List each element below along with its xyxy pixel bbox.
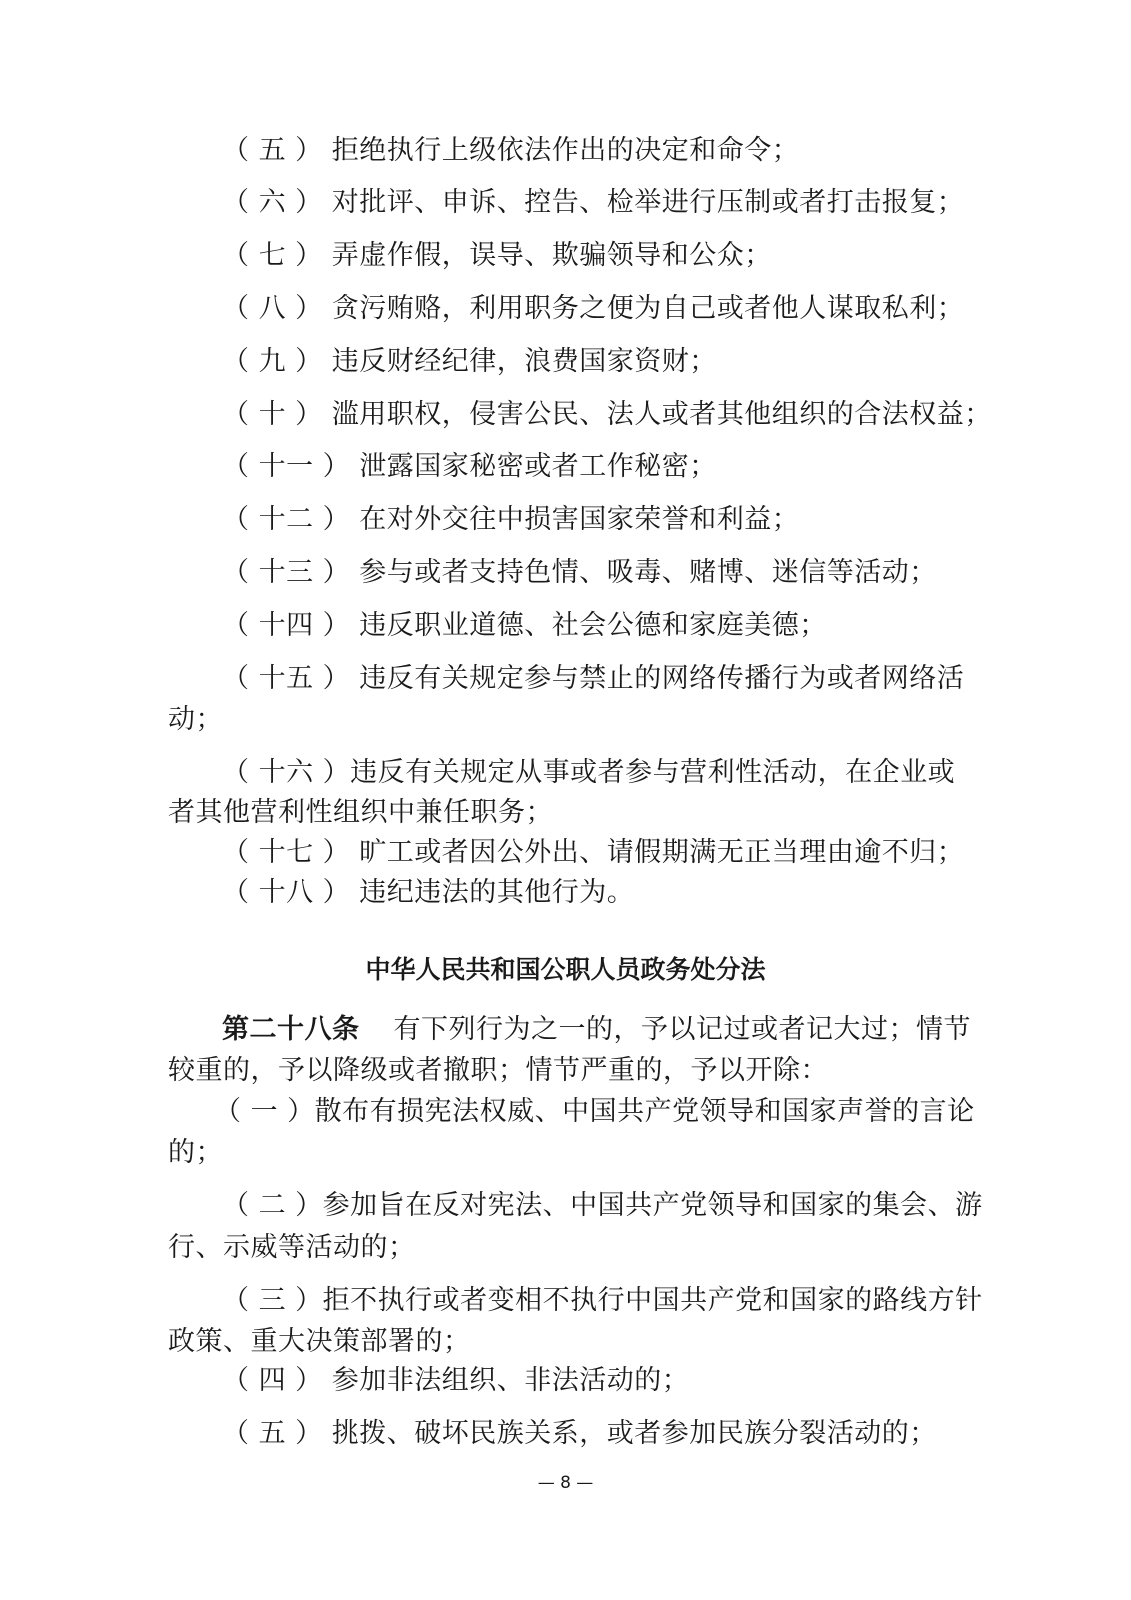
list-item-continuation: 者其他营利性组织中兼任职务； <box>168 797 553 828</box>
list-item-continuation: 动； <box>168 704 223 735</box>
list-item: （ 十二 ） 在对外交往中损害国家荣誉和利益； <box>222 504 800 535</box>
list-item: （ 七 ） 弄虚作假，误导、欺骗领导和公众； <box>222 240 772 271</box>
article-second-line: 较重的，予以降级或者撤职；情节严重的，予以开除： <box>168 1055 828 1086</box>
list-item: （ 三 ）拒不执行或者变相不执行中国共产党和国家的路线方针 <box>222 1285 983 1316</box>
list-item: （ 十 ） 滥用职权，侵害公民、法人或者其他组织的合法权益； <box>222 399 992 430</box>
list-item: （ 五 ） 拒绝执行上级依法作出的决定和命令； <box>222 135 800 166</box>
list-item: （ 十八 ） 违纪违法的其他行为。 <box>222 877 635 908</box>
list-item: （ 四 ） 参加非法组织、非法活动的； <box>222 1365 690 1396</box>
list-item: （ 五 ） 挑拨、破坏民族关系，或者参加民族分裂活动的； <box>222 1418 937 1449</box>
list-item: （ 六 ） 对批评、申诉、控告、检举进行压制或者打击报复； <box>222 187 965 218</box>
list-item-continuation: 政策、重大决策部署的； <box>168 1326 471 1357</box>
list-item: （ 一 ）散布有损宪法权威、中国共产党领导和国家声誉的言论 <box>214 1096 975 1127</box>
article-first-line <box>222 1015 971 1045</box>
list-item-continuation: 的； <box>168 1137 223 1168</box>
page-number: — 8 — <box>537 1473 594 1493</box>
list-item: （ 十七 ） 旷工或者因公外出、请假期满无正当理由逾不归； <box>222 837 965 868</box>
list-item: （ 十一 ） 泄露国家秘密或者工作秘密； <box>222 451 717 482</box>
article-heading: 第二十八条 <box>222 1014 360 1045</box>
list-item: （ 十五 ） 违反有关规定参与禁止的网络传播行为或者网络活 <box>222 663 965 694</box>
list-item: （ 十三 ） 参与或者支持色情、吸毒、赌博、迷信等活动； <box>222 557 937 588</box>
list-item-continuation: 行、示威等活动的； <box>168 1232 416 1263</box>
list-item: （ 二 ）参加旨在反对宪法、中国共产党领导和国家的集会、游 <box>222 1190 983 1221</box>
article-text: 有下列行为之一的，予以记过或者记大过；情节 <box>393 1014 971 1045</box>
list-item: （ 十四 ） 违反职业道德、社会公德和家庭美德； <box>222 610 827 641</box>
list-item: （ 九 ） 违反财经纪律，浪费国家资财； <box>222 346 717 377</box>
list-item: （ 十六 ）违反有关规定从事或者参与营利性活动，在企业或 <box>222 757 956 788</box>
list-item: （ 八 ） 贪污贿赂，利用职务之便为自己或者他人谋取私利； <box>222 293 965 324</box>
law-title: 中华人民共和国公职人员政务处分法 <box>365 955 766 984</box>
